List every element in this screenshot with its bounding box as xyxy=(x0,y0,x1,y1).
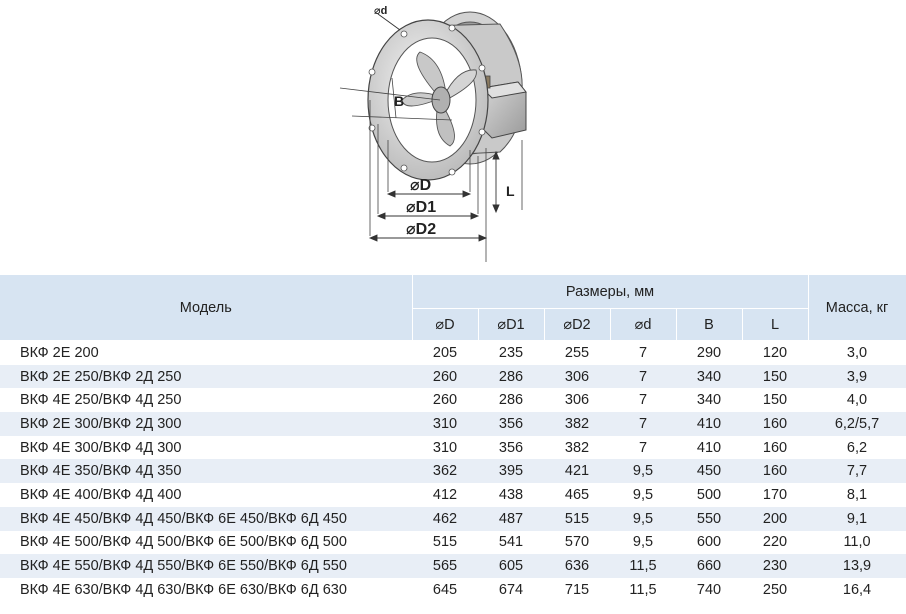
cell-mass: 3,9 xyxy=(808,365,906,389)
table-row xyxy=(0,554,906,578)
cell-l: 150 xyxy=(742,365,808,389)
cell-d: 260 xyxy=(412,388,478,412)
model-header: Модель xyxy=(0,275,412,341)
table-row xyxy=(0,436,906,460)
cell-d2: 715 xyxy=(544,578,610,602)
column-header-d2: ⌀D2 xyxy=(544,309,610,341)
cell-l: 170 xyxy=(742,483,808,507)
column-header-d: ⌀D xyxy=(412,309,478,341)
table-row xyxy=(0,578,906,602)
cell-d1: 438 xyxy=(478,483,544,507)
cell-d: 7 xyxy=(610,388,676,412)
cell-b: 410 xyxy=(676,412,742,436)
table-row xyxy=(0,507,906,531)
cell-l: 250 xyxy=(742,578,808,602)
table-row xyxy=(0,483,906,507)
cell-d2: 382 xyxy=(544,436,610,460)
cell-mass: 11,0 xyxy=(808,531,906,555)
table-row xyxy=(0,531,906,555)
mass-header: Масса, кг xyxy=(808,275,906,341)
cell-d2: 421 xyxy=(544,459,610,483)
cell-d1: 286 xyxy=(478,388,544,412)
cell-d: 7 xyxy=(610,341,676,365)
table-row xyxy=(0,365,906,389)
label-d2: ⌀D2 xyxy=(406,221,437,238)
cell-l: 200 xyxy=(742,507,808,531)
cell-d: 7 xyxy=(610,365,676,389)
table-row xyxy=(0,459,906,483)
cell-d2: 636 xyxy=(544,554,610,578)
spec-table xyxy=(0,275,906,602)
label-d: ⌀D xyxy=(410,177,432,194)
column-header-l: L xyxy=(742,309,808,341)
cell-mass: 9,1 xyxy=(808,507,906,531)
cell-d1: 286 xyxy=(478,365,544,389)
cell-l: 160 xyxy=(742,436,808,460)
cell-d: 205 xyxy=(412,341,478,365)
cell-mass: 13,9 xyxy=(808,554,906,578)
cell-b: 290 xyxy=(676,341,742,365)
cell-model: ВКФ 4Е 630/ВКФ 4Д 630/ВКФ 6Е 630/ВКФ 6Д 630 xyxy=(0,578,412,602)
cell-d1: 487 xyxy=(478,507,544,531)
cell-b: 740 xyxy=(676,578,742,602)
cell-model: ВКФ 4Е 500/ВКФ 4Д 500/ВКФ 6Е 500/ВКФ 6Д 500 xyxy=(0,531,412,555)
cell-model: ВКФ 4Е 450/ВКФ 4Д 450/ВКФ 6Е 450/ВКФ 6Д 450 xyxy=(0,507,412,531)
dimensions-header: Размеры, мм xyxy=(412,275,808,309)
cell-d: 7 xyxy=(610,412,676,436)
cell-model: ВКФ 4Е 550/ВКФ 4Д 550/ВКФ 6Е 550/ВКФ 6Д 550 xyxy=(0,554,412,578)
cell-model: ВКФ 2Е 250/ВКФ 2Д 250 xyxy=(0,365,412,389)
cell-d1: 356 xyxy=(478,412,544,436)
cell-d: 412 xyxy=(412,483,478,507)
column-header-b: B xyxy=(676,309,742,341)
cell-d: 515 xyxy=(412,531,478,555)
cell-d: 11,5 xyxy=(610,554,676,578)
cell-d1: 235 xyxy=(478,341,544,365)
cell-d1: 356 xyxy=(478,436,544,460)
cell-b: 410 xyxy=(676,436,742,460)
label-d1: ⌀D1 xyxy=(406,199,437,216)
cell-d: 9,5 xyxy=(610,507,676,531)
cell-mass: 16,4 xyxy=(808,578,906,602)
cell-l: 120 xyxy=(742,341,808,365)
cell-d: 645 xyxy=(412,578,478,602)
cell-d: 11,5 xyxy=(610,578,676,602)
cell-d: 462 xyxy=(412,507,478,531)
cell-d: 7 xyxy=(610,436,676,460)
cell-d2: 465 xyxy=(544,483,610,507)
cell-d2: 382 xyxy=(544,412,610,436)
cell-d1: 541 xyxy=(478,531,544,555)
cell-mass: 6,2/5,7 xyxy=(808,412,906,436)
label-l: L xyxy=(506,183,515,199)
cell-d: 9,5 xyxy=(610,483,676,507)
column-header-d1: ⌀D1 xyxy=(478,309,544,341)
cell-l: 150 xyxy=(742,388,808,412)
cell-mass: 7,7 xyxy=(808,459,906,483)
cell-mass: 6,2 xyxy=(808,436,906,460)
cell-model: ВКФ 2Е 300/ВКФ 2Д 300 xyxy=(0,412,412,436)
cell-l: 230 xyxy=(742,554,808,578)
cell-mass: 4,0 xyxy=(808,388,906,412)
cell-d1: 395 xyxy=(478,459,544,483)
cell-d: 9,5 xyxy=(610,459,676,483)
cell-l: 220 xyxy=(742,531,808,555)
cell-d: 9,5 xyxy=(610,531,676,555)
cell-b: 660 xyxy=(676,554,742,578)
cell-b: 600 xyxy=(676,531,742,555)
table-row xyxy=(0,388,906,412)
cell-model: ВКФ 2Е 200 xyxy=(0,341,412,365)
label-d-small: ⌀d xyxy=(374,5,388,17)
table-row xyxy=(0,341,906,365)
cell-d: 310 xyxy=(412,436,478,460)
cell-mass: 8,1 xyxy=(808,483,906,507)
cell-model: ВКФ 4Е 250/ВКФ 4Д 250 xyxy=(0,388,412,412)
cell-d2: 306 xyxy=(544,388,610,412)
cell-d: 260 xyxy=(412,365,478,389)
column-header-d-small: ⌀d xyxy=(610,309,676,341)
cell-model: ВКФ 4Е 350/ВКФ 4Д 350 xyxy=(0,459,412,483)
cell-b: 550 xyxy=(676,507,742,531)
cell-d2: 255 xyxy=(544,341,610,365)
cell-d2: 515 xyxy=(544,507,610,531)
cell-mass: 3,0 xyxy=(808,341,906,365)
cell-d: 565 xyxy=(412,554,478,578)
cell-b: 340 xyxy=(676,365,742,389)
cell-b: 340 xyxy=(676,388,742,412)
cell-l: 160 xyxy=(742,412,808,436)
cell-model: ВКФ 4Е 300/ВКФ 4Д 300 xyxy=(0,436,412,460)
cell-d: 310 xyxy=(412,412,478,436)
cell-d1: 605 xyxy=(478,554,544,578)
cell-model: ВКФ 4Е 400/ВКФ 4Д 400 xyxy=(0,483,412,507)
cell-d2: 570 xyxy=(544,531,610,555)
cell-b: 500 xyxy=(676,483,742,507)
cell-d1: 674 xyxy=(478,578,544,602)
label-b: B xyxy=(394,93,405,109)
table-row xyxy=(0,412,906,436)
cell-l: 160 xyxy=(742,459,808,483)
fan-dimension-drawing xyxy=(0,0,906,272)
cell-d: 362 xyxy=(412,459,478,483)
cell-d2: 306 xyxy=(544,365,610,389)
cell-b: 450 xyxy=(676,459,742,483)
